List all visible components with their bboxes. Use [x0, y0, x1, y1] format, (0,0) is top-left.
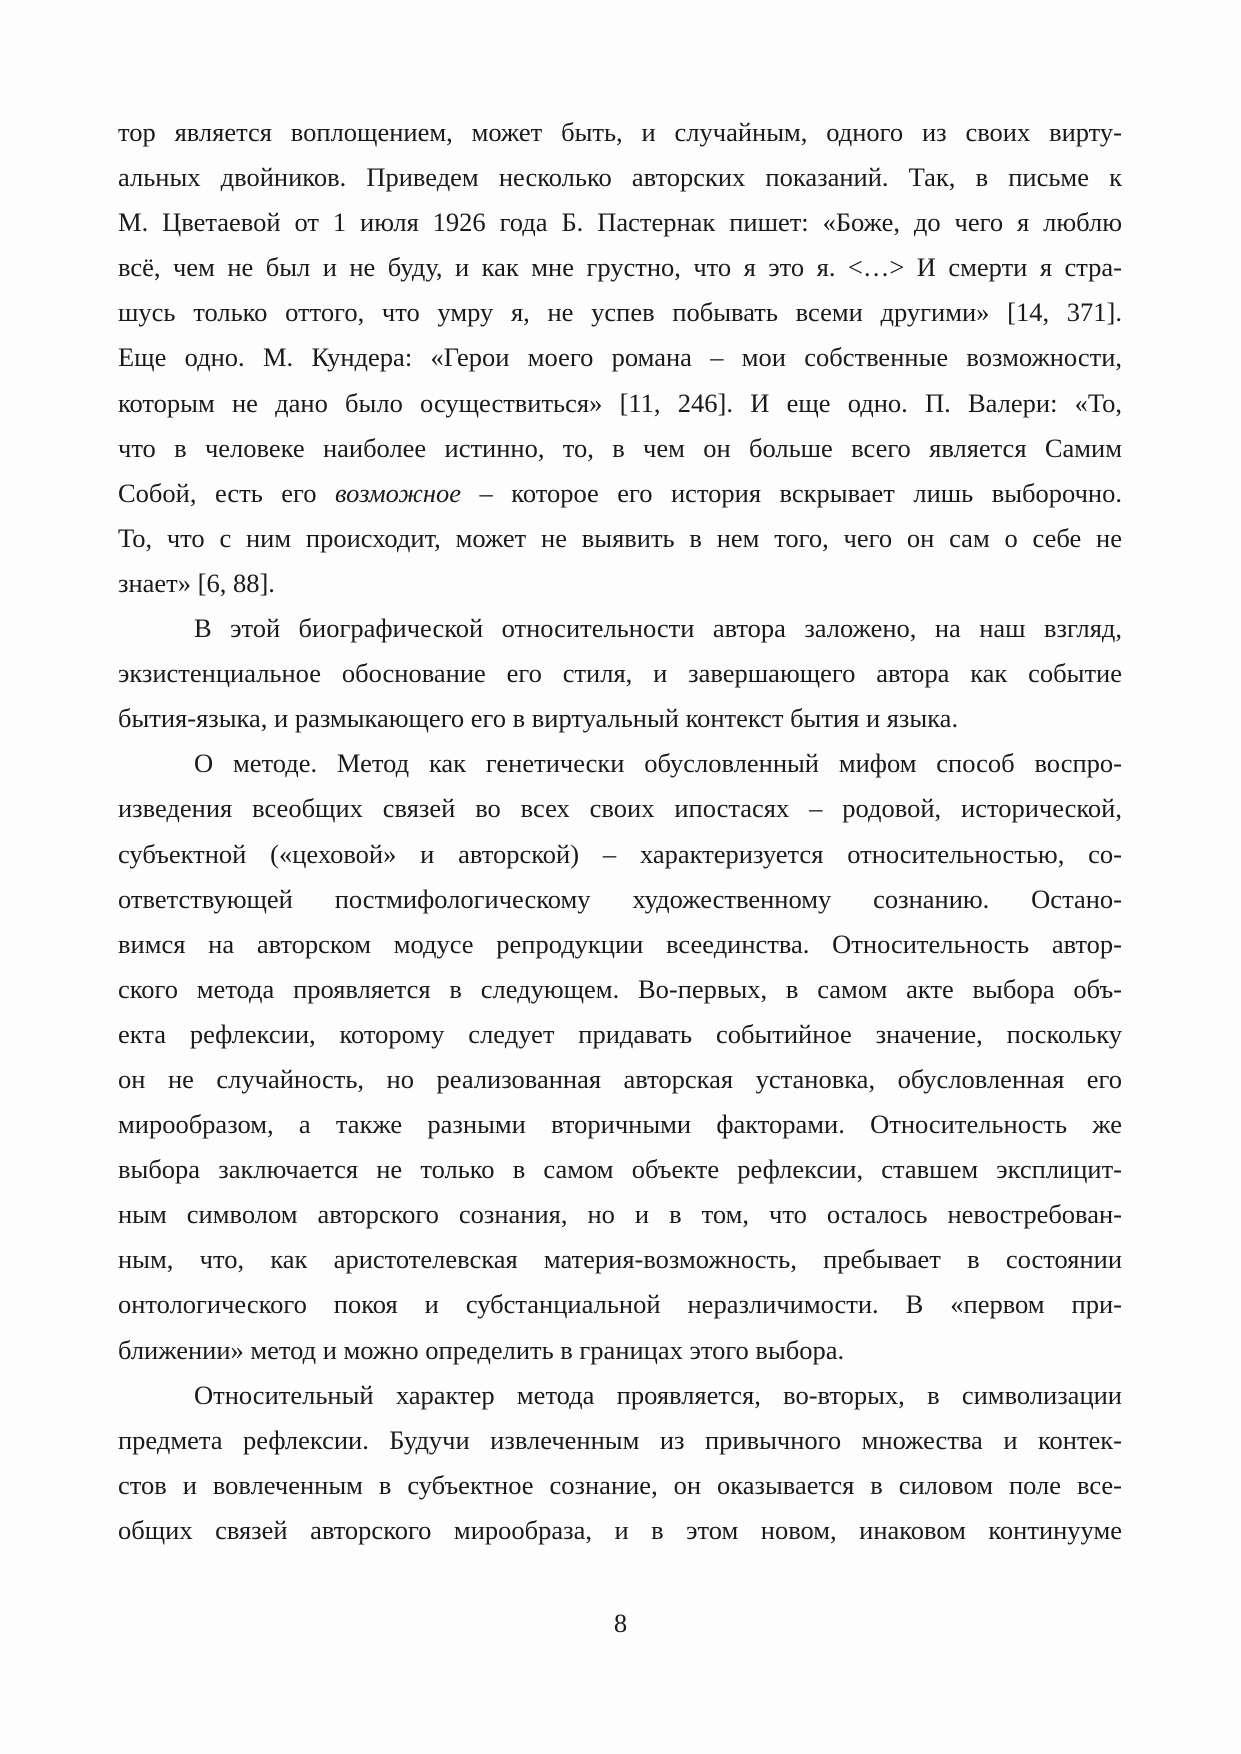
text-line: ответствующей постмифологическому художественному сознанию. Остано-: [118, 883, 1122, 914]
text-line: он не случайность, но реализованная авторская установка, обусловленная его: [118, 1063, 1122, 1094]
text-line: субъектной («цеховой» и авторской) – характеризуется относительностью, со-: [118, 838, 1122, 869]
text-line: стов и вовлеченным в субъектное сознание, он оказывается в силовом поле все-: [118, 1469, 1122, 1500]
text-run: – которое его история вскрывает лишь выборочно.: [461, 477, 1122, 508]
text-line: альных двойников. Приведем несколько авторских показаний. Так, в письме к: [118, 162, 1122, 193]
text-line: ского метода проявляется в следующем. Во-первых, в самом акте выбора объ-: [118, 973, 1122, 1004]
text-line: М. Цветаевой от 1 июля 1926 года Б. Пастернак пишет: «Боже, до чего я люблю: [118, 207, 1122, 238]
text-line: ным символом авторского сознания, но и в том, что осталось невостребован-: [118, 1199, 1122, 1230]
text-line: всё, чем не был и не буду, и как мне грустно, что я это я. <…> И смерти я стра-: [118, 252, 1122, 283]
text-line: В этой биографической относительности автора заложено, на наш взгляд,: [194, 613, 1122, 644]
text-line: которым не дано было осуществиться» [11, 246]. И еще одно. П. Валери: «То,: [118, 387, 1122, 418]
text-run: Собой, есть его: [118, 477, 336, 508]
text-line: изведения всеобщих связей во всех своих ипостасях – родовой, исторической,: [118, 793, 1122, 824]
text-line: общих связей авторского мирообраза, и в этом новом, инаковом континууме: [118, 1514, 1122, 1545]
body-text: [118, 110, 1122, 1553]
text-line: выбора заключается не только в самом объекте рефлексии, ставшем эксплицит-: [118, 1154, 1122, 1185]
page-number: 8: [613, 1608, 628, 1638]
text-line: предмета рефлексии. Будучи извлеченным из привычного множества и контек-: [118, 1424, 1122, 1455]
text-line: экзистенциальное обоснование его стиля, и завершающего автора как событие: [118, 658, 1122, 689]
text-line: тор является воплощением, может быть, и случайным, одного из своих вирту-: [118, 117, 1122, 147]
text-line: бытия-языка, и размыкающего его в виртуальный контекст бытия и языка.: [118, 703, 959, 734]
text-line: О методе. Метод как генетически обусловленный мифом способ воспро-: [194, 748, 1122, 779]
text-line: мирообразом, а также разными вторичными факторами. Относительность же: [118, 1109, 1122, 1140]
text-line: ближении» метод и можно определить в границах этого выбора.: [118, 1334, 845, 1365]
text-line: ным, что, как аристотелевская материя-возможность, пребывает в состоянии: [118, 1244, 1122, 1275]
text-line: вимся на авторском модусе репродукции всеединства. Относительность автор-: [118, 928, 1122, 959]
text-line: что в человеке наиболее истинно, то, в чем он больше всего является Самим: [118, 432, 1122, 463]
text-line: То, что с ним происходит, может не выявить в нем того, чего он сам о себе не: [118, 522, 1122, 553]
text-line: шусь только оттого, что умру я, не успев побывать всеми другими» [14, 371].: [118, 297, 1122, 328]
text-line: Относительный характер метода проявляется, во-вторых, в символизации: [194, 1379, 1122, 1410]
text-line: [118, 471, 1122, 516]
text-line: онтологического покоя и субстанциальной неразличимости. В «первом при-: [118, 1289, 1122, 1320]
italic-term: возможное: [335, 477, 462, 508]
text-line: Еще одно. М. Кундера: «Герои моего романа – мои собственные возможности,: [118, 342, 1122, 373]
text-line: знает» [6, 88].: [118, 567, 275, 598]
text-line: екта рефлексии, которому следует придавать событийное значение, поскольку: [118, 1018, 1122, 1049]
